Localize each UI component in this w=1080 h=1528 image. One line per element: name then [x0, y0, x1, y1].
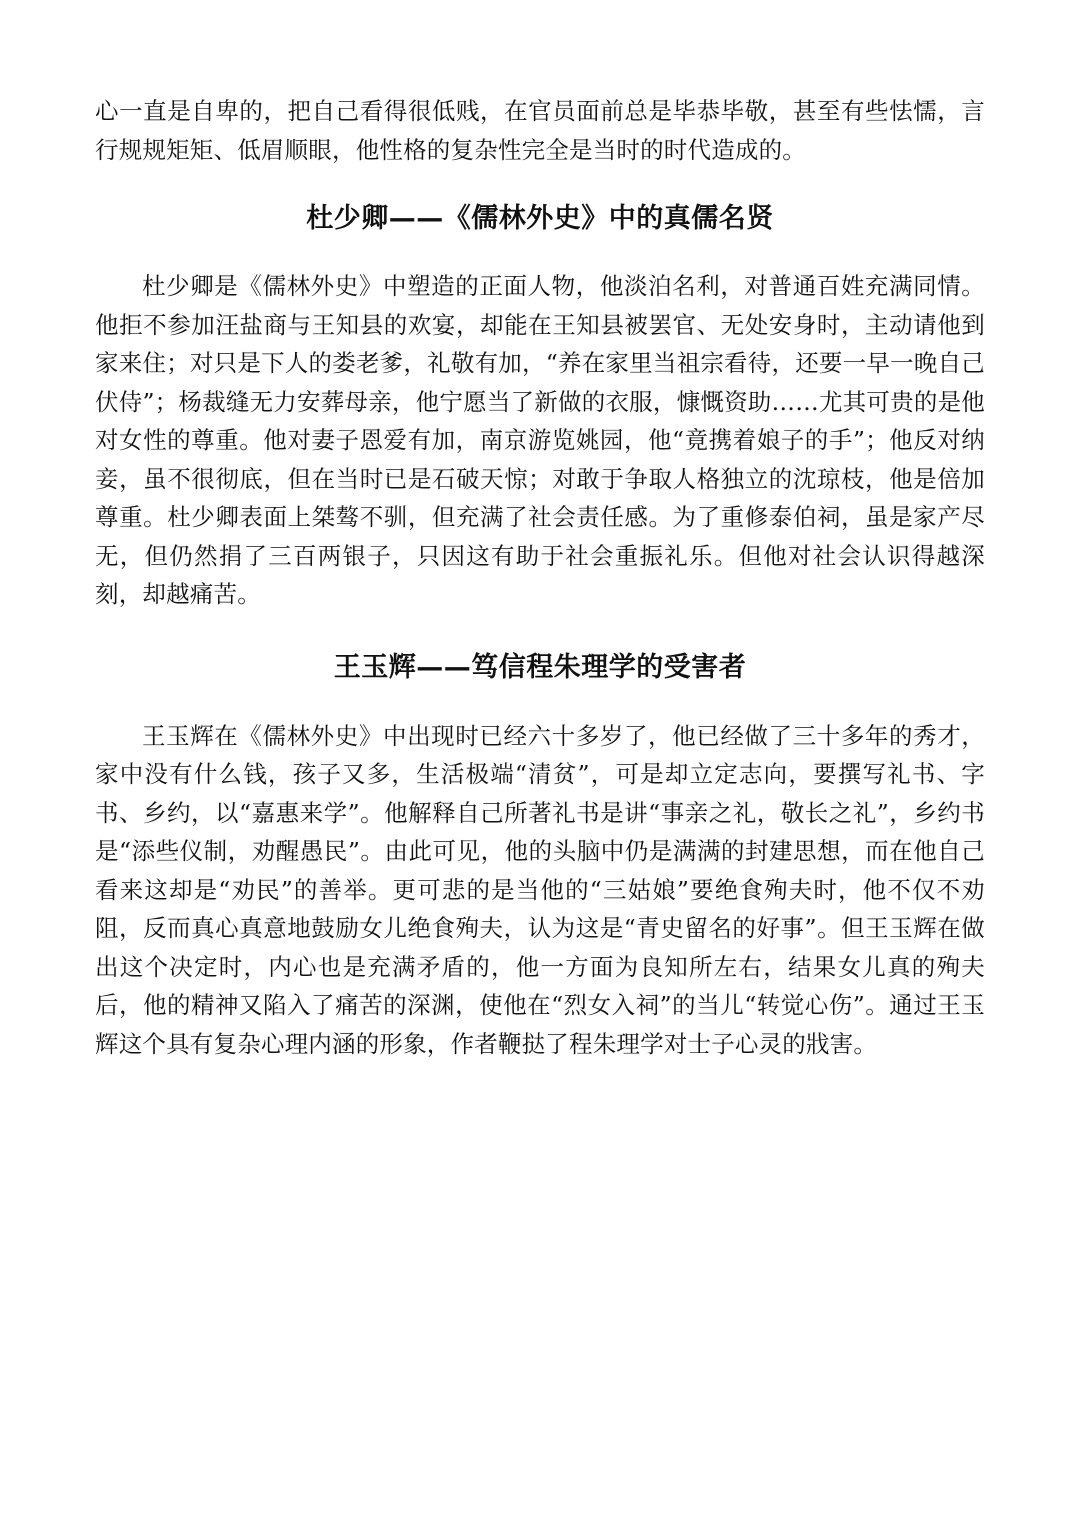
section-heading-wang-yuhui: 王玉辉——笃信程朱理学的受害者 — [333, 651, 747, 683]
continuation-paragraph: 心一直是自卑的，把自己看得很低贱，在官员面前总是毕恭毕敬，甚至有些怯懦，言行规规矩矩、低眉顺眼，他性格的复杂性完全是当时的时代造成的。 — [95, 97, 985, 164]
section-paragraph-du-shaoqing: 杜少卿是《儒林外史》中塑造的正面人物，他淡泊名利，对普通百姓充满同情。他拒不参加汪盐商与王知县的欢宴，却能在王知县被罢官、无处安身时，主动请他到家来住；对只是下人的娄老爹，礼敬有加，“养在家里当祖宗看待，还要一早一晚自己伏侍”；杨裁缝无力安葬母亲，他宁愿当了新做的衣服，慷慨资助……尤其可贵的是他对女性的尊重。他对妻子恩爱有加，南京游览姚园，他“竟携着娘子的手”；他反对纳妾，虽不很彻底，但在当时已是石破天惊；对敢于争取人格独立的沈琼枝，他是倍加尊重。杜少卿表面上桀骜不驯，但充满了社会责任感。为了重修泰伯祠，虽是家产尽无，但仍然捐了三百两银子，只因这有助于社会重振礼乐。但他对社会认识得越深刻，却越痛苦。 — [95, 272, 985, 608]
section-paragraph-wang-yuhui: 王玉辉在《儒林外史》中出现时已经六十多岁了，他已经做了三十多年的秀才，家中没有什么钱，孩子又多，生活极端“清贫”，可是却立定志向，要撰写礼书、字书、乡约，以“嘉惠来学”。他解释自己所著礼书是讲“事亲之礼，敬长之礼”，乡约书是“添些仪制，劝醒愚民”。由此可见，他的头脑中仍是满满的封建思想，而在他自己看来这却是“劝民”的善举。更可悲的是当他的“三姑娘”要绝食殉夫时，他不仅不劝阻，反而真心真意地鼓励女儿绝食殉夫，认为这是“青史留名的好事”。但王玉辉在做出这个决定时，内心也是充满矛盾的，他一方面为良知所左右，结果女儿真的殉夫后，他的精神又陷入了痛苦的深渊，使他在“烈女入祠”的当儿“转觉心伤”。通过王玉辉这个具有复杂心理内涵的形象，作者鞭挞了程朱理学对士子心灵的戕害。 — [95, 721, 985, 1058]
document-page — [95, 92, 985, 1063]
section-heading-du-shaoqing: 杜少卿——《儒林外史》中的真儒名贤 — [306, 203, 774, 234]
